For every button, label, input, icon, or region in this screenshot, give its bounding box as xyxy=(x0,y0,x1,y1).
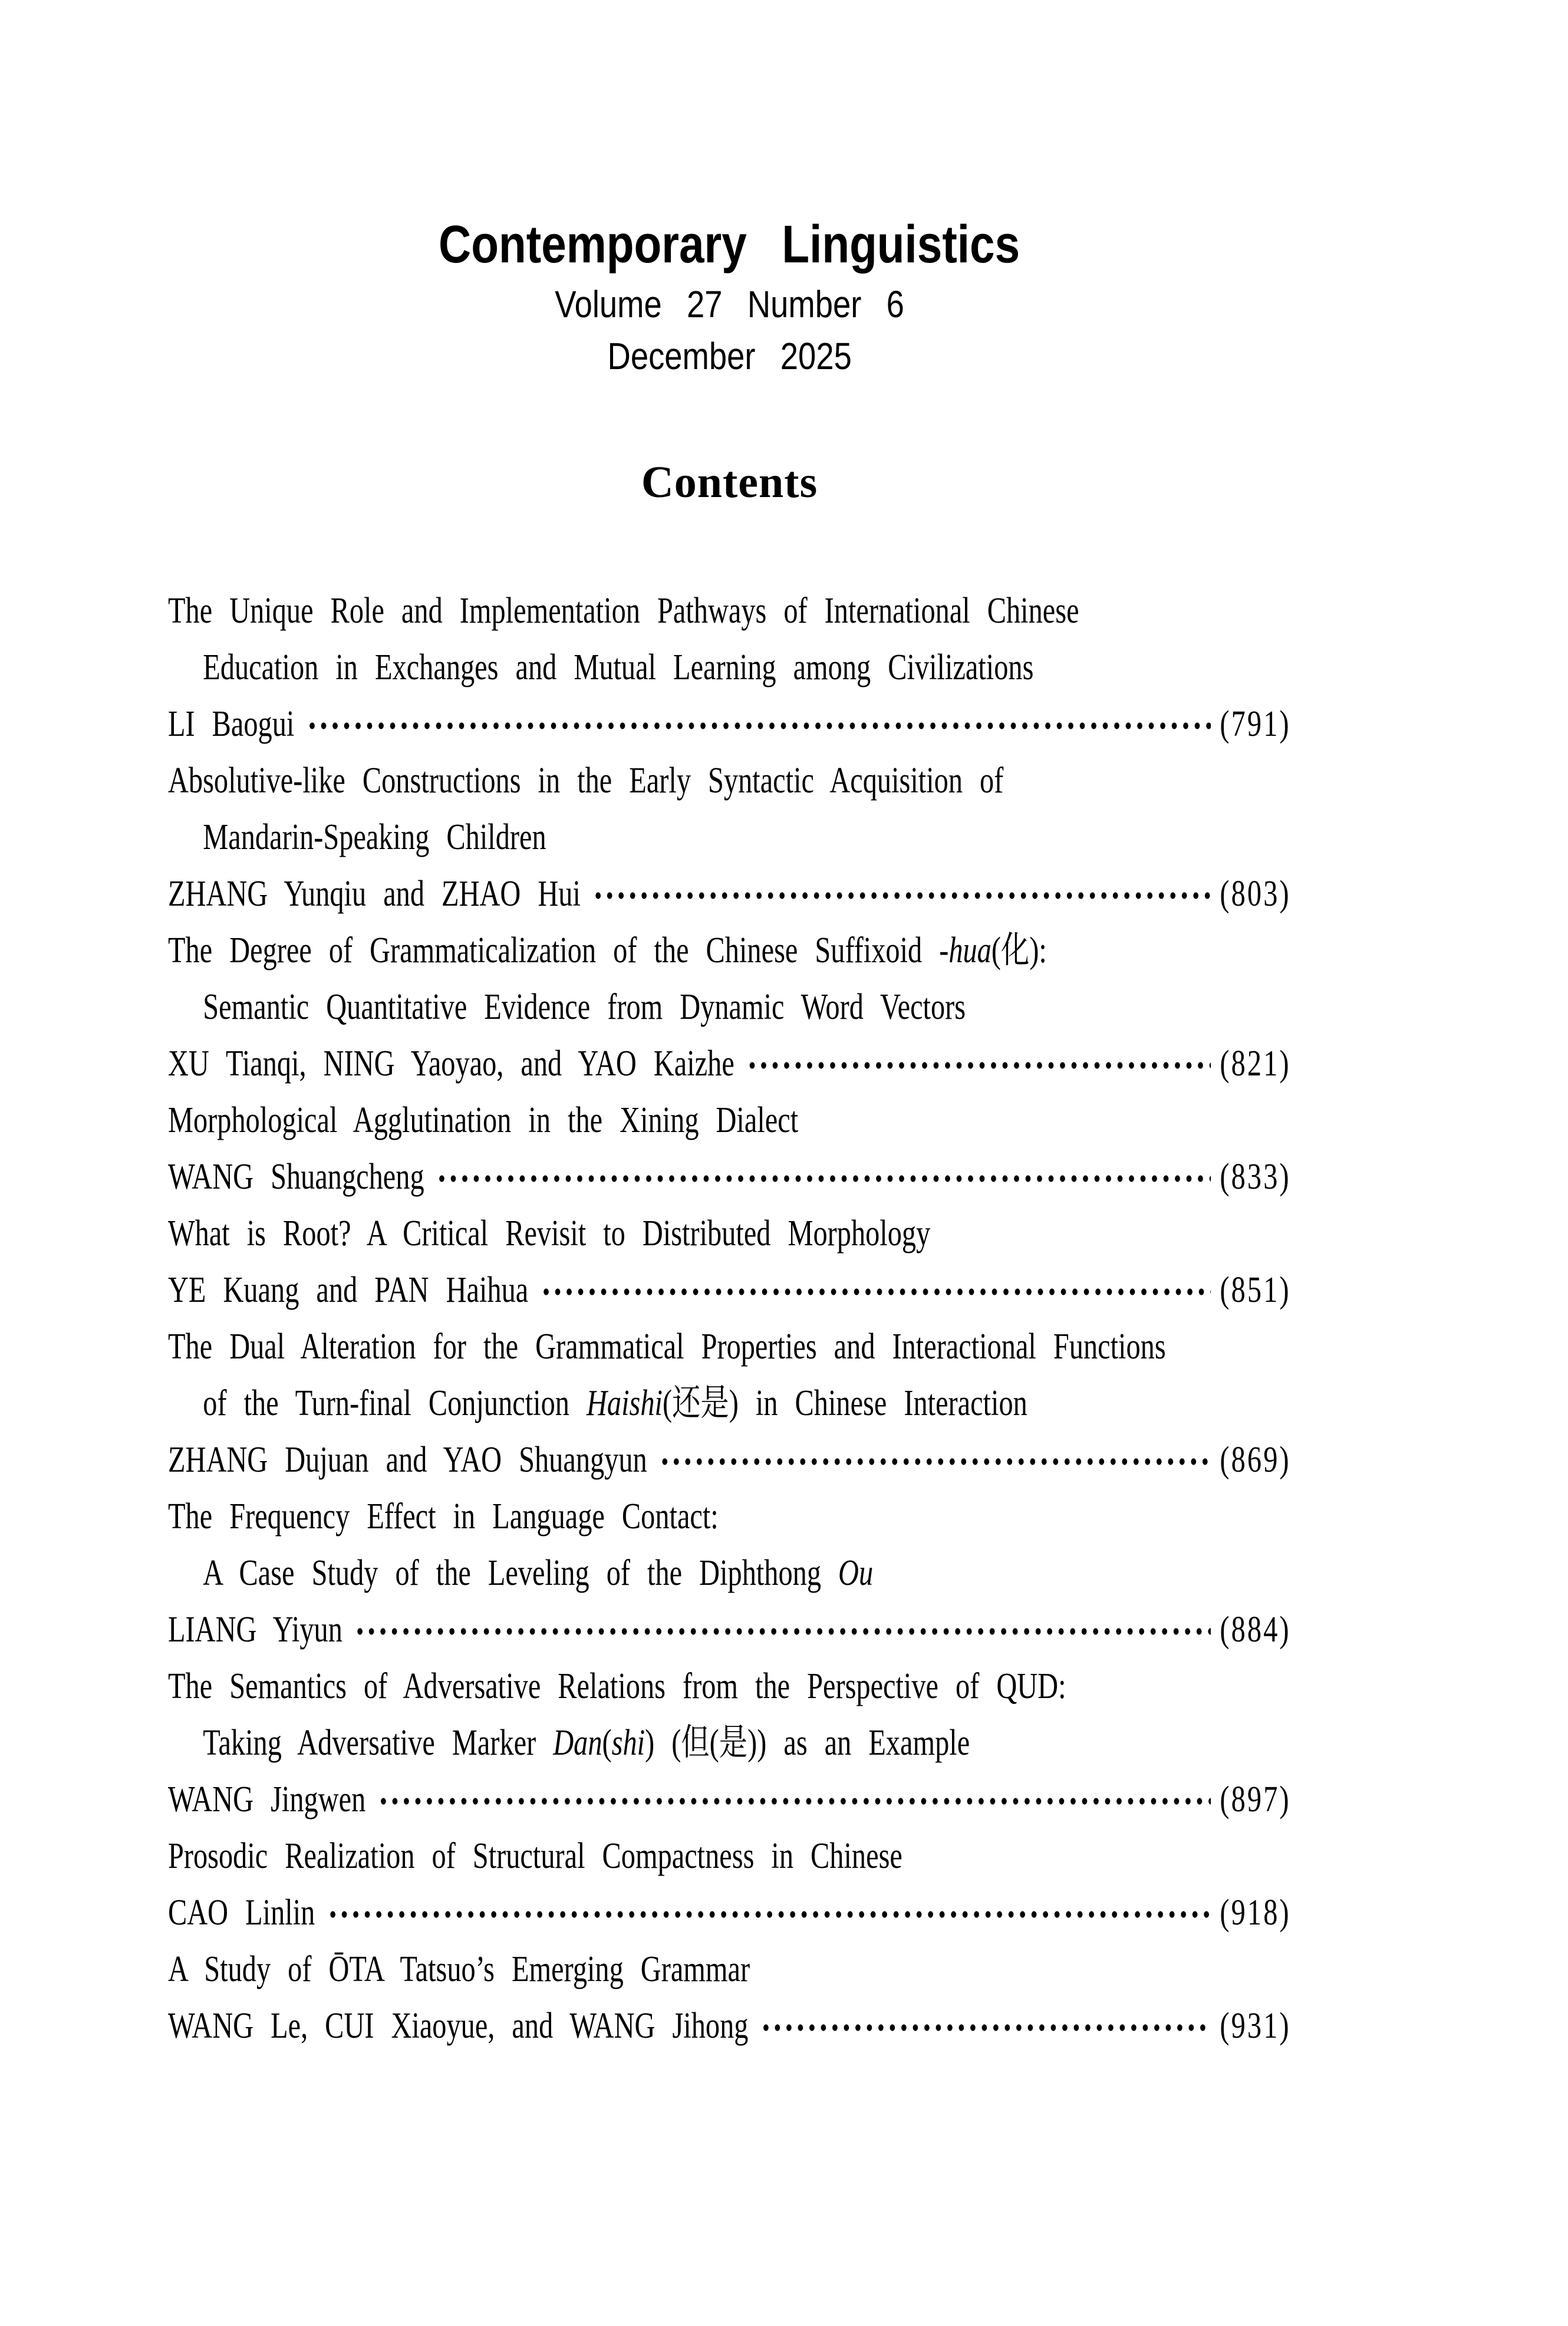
toc-entry xyxy=(168,583,1291,752)
article-page-number: (869) xyxy=(1220,1440,1291,1480)
article-author-line xyxy=(168,1035,1291,1092)
article-page-number: (821) xyxy=(1220,1044,1291,1084)
title-segment: The Dual Alteration for the Grammatical Properties and Interactional Functions xyxy=(168,1327,1166,1367)
dot-leader xyxy=(327,1911,1211,1918)
title-segment: Semantic Quantitative Evidence from Dynamic Word Vectors xyxy=(203,987,966,1027)
toc-entry xyxy=(168,1205,1291,1318)
date-line xyxy=(168,337,1291,375)
dot-leader xyxy=(592,892,1211,899)
title-segment: (还是) in Chinese Interaction xyxy=(662,1383,1027,1423)
article-title-continuation xyxy=(168,1545,1291,1601)
dot-leader xyxy=(436,1175,1211,1182)
article-author-line xyxy=(168,1262,1291,1318)
toc-entry xyxy=(168,1941,1291,2054)
article-title-line xyxy=(168,752,1291,809)
journal-title-text: Contemporary Linguistics xyxy=(439,215,1020,274)
article-page-number: (833) xyxy=(1220,1157,1291,1197)
contents-heading: Contents xyxy=(641,458,818,507)
title-segment: The Frequency Effect in Language Contact: xyxy=(168,1496,719,1537)
table-of-contents xyxy=(168,583,1291,2054)
toc-entry xyxy=(168,1658,1291,1828)
toc-entry xyxy=(168,752,1291,922)
title-segment: ) (但(是)) as an Example xyxy=(645,1723,970,1763)
article-title-line xyxy=(168,1205,1291,1262)
article-page-number: (897) xyxy=(1220,1779,1291,1820)
article-title-line xyxy=(168,922,1291,979)
article-authors: LIANG Yiyun xyxy=(168,1610,342,1650)
volume-line xyxy=(168,285,1291,323)
title-segment: Education in Exchanges and Mutual Learning among Civilizations xyxy=(203,647,1034,687)
title-segment: The Semantics of Adversative Relations from the Perspective of QUD: xyxy=(168,1666,1066,1706)
article-page-number: (931) xyxy=(1220,2006,1291,2046)
article-author-line xyxy=(168,866,1291,922)
title-segment: The Unique Role and Implementation Pathways of International Chinese xyxy=(168,591,1079,631)
dot-leader xyxy=(541,1288,1211,1295)
title-segment: The Degree of Grammaticalization of the Chinese Suffixoid - xyxy=(168,930,949,970)
title-segment-italic: hua xyxy=(948,930,991,970)
date-line-text: December 2025 xyxy=(607,335,852,377)
article-title-line xyxy=(168,583,1291,639)
title-segment-italic: shi xyxy=(611,1723,645,1763)
toc-entry xyxy=(168,1092,1291,1205)
page-header xyxy=(168,215,1291,507)
dot-leader xyxy=(659,1458,1211,1465)
toc-entry xyxy=(168,1828,1291,1941)
title-segment: What is Root? A Critical Revisit to Distributed Morphology xyxy=(168,1213,931,1254)
title-segment: (化): xyxy=(991,930,1047,970)
article-title-line xyxy=(168,1092,1291,1149)
title-segment: A Case Study of the Leveling of the Diphthong xyxy=(203,1553,839,1593)
toc-entry xyxy=(168,1318,1291,1488)
article-authors: LI Baogui xyxy=(168,704,295,744)
article-author-line xyxy=(168,1884,1291,1941)
article-authors: ZHANG Yunqiu and ZHAO Hui xyxy=(168,874,581,914)
title-segment: Taking Adversative Marker xyxy=(203,1723,554,1763)
article-authors: YE Kuang and PAN Haihua xyxy=(168,1270,529,1310)
article-author-line xyxy=(168,1601,1291,1658)
title-segment: ( xyxy=(602,1723,612,1763)
article-page-number: (803) xyxy=(1220,874,1291,914)
article-authors: WANG Shuangcheng xyxy=(168,1157,424,1197)
article-page-number: (918) xyxy=(1220,1893,1291,1933)
article-author-line xyxy=(168,1771,1291,1828)
toc-entry xyxy=(168,1488,1291,1658)
volume-line-text: Volume 27 Number 6 xyxy=(555,283,904,325)
article-authors: WANG Jingwen xyxy=(168,1779,366,1820)
article-authors: CAO Linlin xyxy=(168,1893,315,1933)
toc-entry xyxy=(168,922,1291,1092)
dot-leader xyxy=(746,1062,1211,1069)
article-title-line xyxy=(168,1828,1291,1884)
title-segment: Morphological Agglutination in the Xining Dialect xyxy=(168,1100,799,1140)
journal-title xyxy=(168,215,1291,274)
title-segment-italic: Ou xyxy=(838,1553,874,1593)
article-authors: ZHANG Dujuan and YAO Shuangyun xyxy=(168,1440,647,1480)
title-segment: Mandarin-Speaking Children xyxy=(203,817,546,857)
dot-leader xyxy=(307,722,1211,729)
article-title-line xyxy=(168,1941,1291,1998)
article-author-line xyxy=(168,1432,1291,1488)
article-page-number: (851) xyxy=(1220,1270,1291,1310)
title-segment: Absolutive-like Constructions in the Early Syntactic Acquisition of xyxy=(168,761,1004,801)
dot-leader xyxy=(760,2024,1211,2031)
title-segment: of the Turn-final Conjunction xyxy=(203,1383,587,1423)
dot-leader xyxy=(354,1628,1211,1635)
article-title-continuation xyxy=(168,1375,1291,1432)
article-title-line xyxy=(168,1488,1291,1545)
title-segment-italic: Dan xyxy=(553,1723,602,1763)
article-page-number: (791) xyxy=(1220,704,1291,744)
title-segment: A Study of ŌTA Tatsuo’s Emerging Grammar xyxy=(168,1949,750,1989)
article-author-line xyxy=(168,1149,1291,1205)
article-title-line xyxy=(168,1658,1291,1715)
article-title-continuation xyxy=(168,1715,1291,1771)
article-title-line xyxy=(168,1318,1291,1375)
article-title-continuation xyxy=(168,979,1291,1035)
article-title-continuation xyxy=(168,639,1291,696)
title-segment: Prosodic Realization of Structural Compactness in Chinese xyxy=(168,1836,902,1876)
article-author-line xyxy=(168,1998,1291,2054)
article-authors: WANG Le, CUI Xiaoyue, and WANG Jihong xyxy=(168,2006,749,2046)
article-page-number: (884) xyxy=(1220,1610,1291,1650)
title-segment-italic: Haishi xyxy=(586,1383,663,1423)
article-title-continuation xyxy=(168,809,1291,866)
article-author-line xyxy=(168,696,1291,752)
dot-leader xyxy=(378,1798,1211,1805)
article-authors: XU Tianqi, NING Yaoyao, and YAO Kaizhe xyxy=(168,1044,734,1084)
